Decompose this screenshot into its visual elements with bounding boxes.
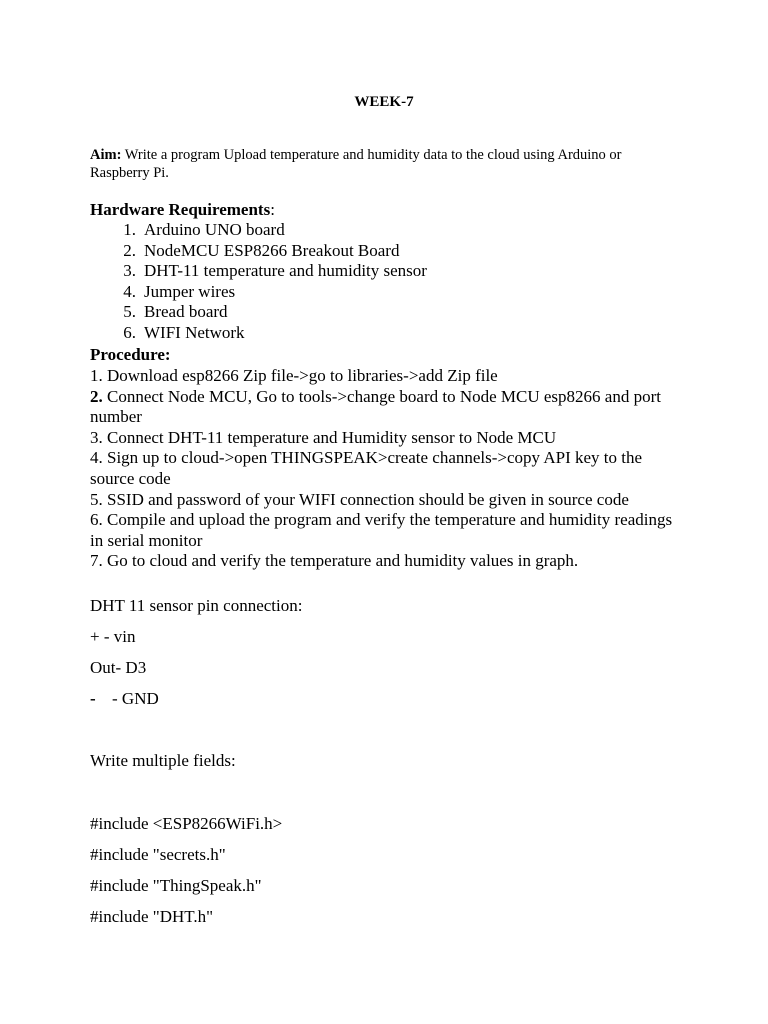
- aim-label: Aim:: [90, 147, 122, 163]
- list-item: 7. Go to cloud and verify the temperature and humidity values in graph.: [90, 551, 579, 571]
- procedure-heading: Procedure:: [90, 345, 171, 364]
- page-title: WEEK-7: [354, 94, 414, 110]
- pin-connection-heading: DHT 11 sensor pin connection:: [90, 596, 303, 615]
- list-item: 6. Compile and upload the program and verify the temperature and humidity readings in serial monitor: [90, 510, 673, 550]
- pin-gnd: - - GND: [90, 689, 159, 708]
- list-item: 4. Jumper wires: [123, 281, 236, 301]
- code-line: #include "secrets.h": [90, 845, 226, 864]
- list-item: 6. WIFI Network: [123, 322, 245, 342]
- multiple-fields-heading: Write multiple fields:: [90, 751, 236, 770]
- list-item: 2. NodeMCU ESP8266 Breakout Board: [123, 240, 400, 260]
- aim-paragraph: [90, 146, 680, 182]
- list-item: 5. Bread board: [123, 302, 228, 322]
- hardware-heading: Hardware Requirements:: [90, 200, 275, 219]
- pin-vin: + - vin: [90, 627, 136, 646]
- procedure-list: [90, 366, 680, 572]
- list-item: 4. Sign up to cloud->open THINGSPEAK>create channels->copy API key to the source code: [90, 448, 643, 488]
- hardware-list: [90, 220, 427, 344]
- list-item: 1. Download esp8266 Zip file->go to libraries->add Zip file: [90, 366, 498, 385]
- code-line: #include "ThingSpeak.h": [90, 876, 262, 895]
- list-item: 3. DHT-11 temperature and humidity sensor: [123, 261, 427, 281]
- code-line: #include "DHT.h": [90, 907, 214, 926]
- aim-text: Write a program Upload temperature and humidity data to the cloud using Arduino or Raspberry Pi.: [90, 147, 622, 181]
- list-item: 2. Connect Node MCU, Go to tools->change board to Node MCU esp8266 and port number: [90, 386, 661, 427]
- list-item: 5. SSID and password of your WIFI connection should be given in source code: [90, 489, 629, 509]
- pin-out: Out- D3: [90, 658, 147, 677]
- code-line: #include <ESP8266WiFi.h>: [90, 814, 283, 833]
- list-item: 1. Arduino UNO board: [123, 220, 285, 239]
- list-item: 3. Connect DHT-11 temperature and Humidity sensor to Node MCU: [90, 427, 557, 447]
